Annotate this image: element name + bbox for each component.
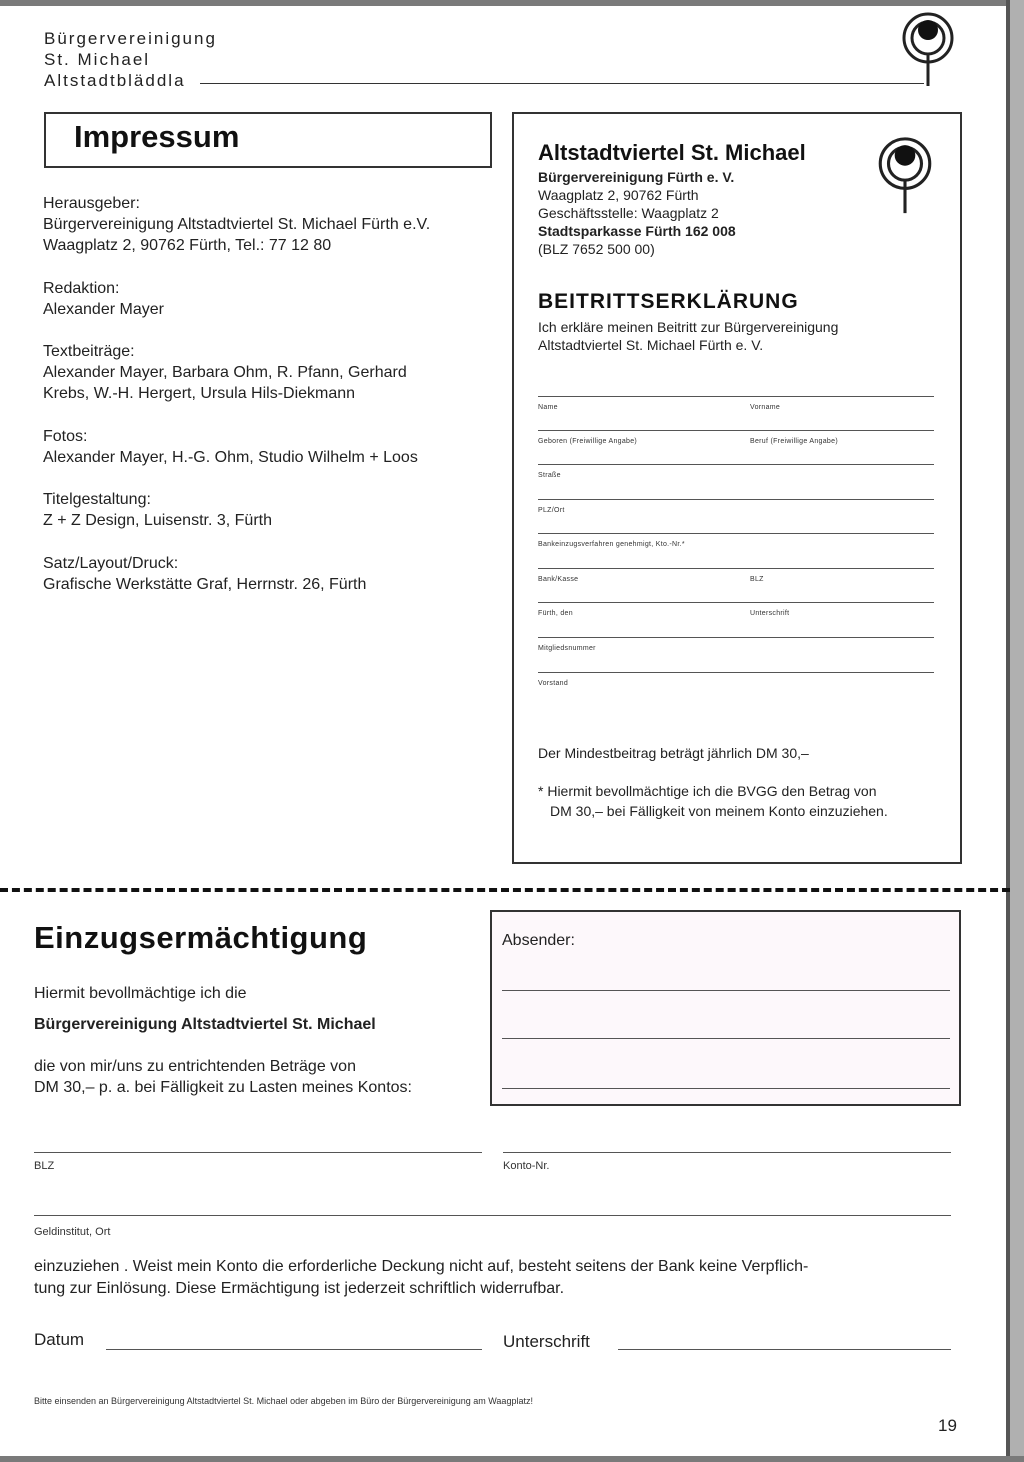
absender-box (490, 910, 961, 1106)
form-office: Geschäftsstelle: Waagplatz 2 (538, 205, 719, 221)
einzug-unterschrift-label: Unterschrift (503, 1332, 590, 1351)
cut-line (0, 888, 1010, 892)
einzug-line-2: Bürgervereinigung Altstadtviertel St. Michael (34, 1016, 376, 1033)
datum-input-line[interactable] (106, 1349, 482, 1350)
header-rule (200, 83, 924, 84)
redaktion-label: Redaktion: (43, 280, 120, 297)
einzug-terms (34, 1256, 808, 1300)
mitgliedsnummer-label: Mitgliedsnummer (538, 645, 596, 652)
newsletter-header (44, 28, 217, 91)
minimum-fee: Der Mindestbeitrag beträgt jährlich DM 30,– (538, 745, 809, 761)
street-field[interactable] (538, 464, 934, 465)
bankeinzug-label: Bankeinzugsverfahren genehmigt, Kto.-Nr.* (538, 541, 685, 548)
form-org: Bürgervereinigung Fürth e. V. (538, 169, 735, 185)
bank-kasse-label: Bank/Kasse (538, 576, 579, 583)
einzug-line-4: DM 30,– p. a. bei Fälligkeit zu Lasten meines Kontos: (34, 1079, 412, 1096)
date-signature-field[interactable] (538, 602, 934, 603)
satz-value: Grafische Werkstätte Graf, Herrnstr. 26, Fürth (43, 576, 367, 593)
bank-blz-field[interactable] (538, 568, 934, 569)
plz-ort-label: PLZ/Ort (538, 507, 565, 514)
datum-label: Datum (34, 1330, 85, 1349)
page-number: 19 (938, 1416, 957, 1435)
fotos-names: Alexander Mayer, H.-G. Ohm, Studio Wilhelm + Loos (43, 449, 418, 466)
name-label: Name (538, 404, 558, 411)
einzug-terms-line-1: einzuziehen . Weist mein Konto die erforderliche Deckung nicht auf, besteht seitens der Bank keine Verpflich- (34, 1258, 809, 1275)
impressum-title-box (44, 112, 492, 168)
textbeitraege-label: Textbeiträge: (43, 343, 135, 360)
vorstand-label: Vorstand (538, 680, 569, 687)
page-bottom-border (0, 1456, 1024, 1462)
einzug-terms-line-2: tung zur Einlösung. Diese Ermächtigung ist jederzeit schriftlich widerrufbar. (34, 1280, 565, 1297)
einzug-line-1: Hiermit bevollmächtige ich die (34, 985, 247, 1002)
name-field[interactable] (538, 396, 934, 397)
header-publication: Altstadtbläddla (44, 71, 186, 90)
form-address: Waagplatz 2, 90762 Fürth (538, 187, 699, 203)
geldinstitut-label: Geldinstitut, Ort (34, 1226, 111, 1238)
page-right-border (1010, 0, 1024, 1462)
impressum-title: Impressum (74, 119, 240, 154)
authorize-line-2: DM 30,– bei Fälligkeit von meinem Konto einzuziehen. (550, 803, 888, 819)
einzug-line-3: die von mir/uns zu entrichtenden Beträge von (34, 1058, 356, 1075)
herausgeber-address: Waagplatz 2, 90762 Fürth, Tel.: 77 12 80 (43, 237, 332, 254)
strasse-label: Straße (538, 472, 561, 479)
geboren-label: Geboren (Freiwillige Angabe) (538, 438, 638, 445)
authorize-line-1: * Hiermit bevollmächtige ich die BVGG den Betrag von (538, 783, 877, 799)
form-bank: Stadtsparkasse Fürth 162 008 (538, 223, 736, 239)
fuerth-den-label: Fürth, den (538, 610, 573, 617)
vorname-label: Vorname (750, 404, 781, 411)
mitgliedsnummer-field[interactable] (538, 637, 934, 638)
herausgeber-label: Herausgeber: (43, 195, 140, 212)
herausgeber-name: Bürgervereinigung Altstadtviertel St. Michael Fürth e.V. (43, 216, 431, 233)
satz-label: Satz/Layout/Druck: (43, 555, 179, 572)
beitrittserklaerung-heading: BEITRITTSERKLÄRUNG (538, 290, 799, 313)
header-district: St. Michael (44, 50, 151, 69)
blz-input-line[interactable] (34, 1152, 482, 1153)
unterschrift-input-line[interactable] (618, 1349, 951, 1350)
beruf-label: Beruf (Freiwillige Angabe) (750, 438, 838, 445)
einzug-blz-label: BLZ (34, 1160, 55, 1172)
textbeitraege-names-1: Alexander Mayer, Barbara Ohm, R. Pfann, Gerhard (43, 364, 407, 381)
form-blz: (BLZ 7652 500 00) (538, 241, 655, 257)
absender-line-2[interactable] (502, 1038, 950, 1039)
org-logo-icon (896, 12, 960, 88)
blz-label: BLZ (750, 576, 764, 583)
vorstand-field[interactable] (538, 672, 934, 673)
titelgestaltung-label: Titelgestaltung: (43, 491, 151, 508)
form-title: Altstadtviertel St. Michael (538, 140, 806, 165)
konto-input-line[interactable] (503, 1152, 951, 1153)
einzug-konto-label: Konto-Nr. (503, 1160, 550, 1172)
header-org: Bürgervereinigung (44, 29, 217, 48)
footer-instruction: Bitte einsenden an Bürgervereinigung Altstadtviertel St. Michael oder abgeben im Büro der Bürgervereinigung am Waagplatz! (34, 1396, 533, 1406)
textbeitraege-names-2: Krebs, W.-H. Hergert, Ursula Hils-Diekmann (43, 385, 356, 402)
einzug-title: Einzugsermächtigung (34, 920, 368, 955)
redaktion-name: Alexander Mayer (43, 301, 164, 318)
page-top-border (0, 0, 1024, 6)
membership-form (512, 112, 962, 864)
fotos-label: Fotos: (43, 428, 88, 445)
bankeinzug-field[interactable] (538, 533, 934, 534)
plz-ort-field[interactable] (538, 499, 934, 500)
form-logo-icon (872, 136, 938, 216)
absender-label: Absender: (502, 932, 575, 949)
geldinstitut-input-line[interactable] (34, 1215, 951, 1216)
absender-line-1[interactable] (502, 990, 950, 991)
titelgestaltung-value: Z + Z Design, Luisenstr. 3, Fürth (43, 512, 272, 529)
unterschrift-label: Unterschrift (750, 610, 790, 617)
absender-line-3[interactable] (502, 1088, 950, 1089)
declaration-line-1: Ich erkläre meinen Beitritt zur Bürgervereinigung (538, 319, 839, 335)
birth-profession-field[interactable] (538, 430, 934, 431)
declaration-line-2: Altstadtviertel St. Michael Fürth e. V. (538, 337, 764, 353)
